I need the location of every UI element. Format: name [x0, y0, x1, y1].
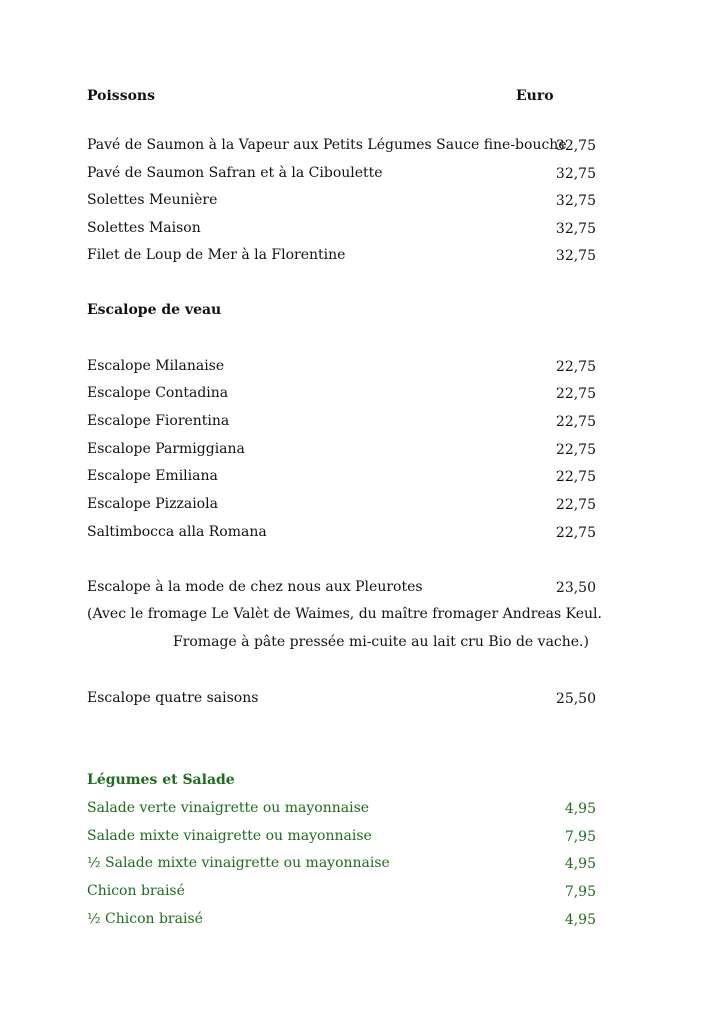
- menu-item-name: Escalope Parmiggiana: [87, 441, 245, 457]
- menu-item-price: 22,75: [555, 469, 596, 485]
- menu-item-name: Salade mixte vinaigrette ou mayonnaise: [87, 828, 372, 844]
- menu-item-price: 22,75: [555, 359, 596, 375]
- menu-item-price: 22,75: [555, 497, 596, 513]
- menu-item-price: 4,95: [564, 801, 596, 817]
- menu-item-price: 32,75: [555, 166, 596, 182]
- menu-item-price: 32,75: [555, 193, 596, 209]
- section-title-legumes: Légumes et Salade: [87, 772, 235, 788]
- menu-item-price: 32,75: [555, 248, 596, 264]
- currency-header: Euro: [516, 88, 554, 104]
- menu-item-name: Escalope à la mode de chez nous aux Pleurotes: [87, 579, 423, 595]
- menu-item-name: Escalope Contadina: [87, 385, 229, 401]
- menu-item-price: 25,50: [555, 691, 596, 707]
- menu-item-price: 23,50: [555, 580, 596, 596]
- menu-item-price: 22,75: [555, 442, 596, 458]
- menu-item-price: 22,75: [555, 386, 596, 402]
- menu-item-price: 4,95: [564, 856, 596, 872]
- menu-item-name: Solettes Meunière: [87, 192, 218, 208]
- menu-item-price: 4,95: [564, 912, 596, 928]
- menu-item-name: Escalope quatre saisons: [87, 690, 259, 706]
- menu-item-price: 7,95: [564, 884, 596, 900]
- menu-item-name: Pavé de Saumon à la Vapeur aux Petits Légumes Sauce fine-bouche: [87, 137, 567, 153]
- menu-item-name: Salade verte vinaigrette ou mayonnaise: [87, 800, 370, 816]
- menu-item-name: Solettes Maison: [87, 220, 201, 236]
- menu-item-price: 7,95: [564, 829, 596, 845]
- menu-item-name: Saltimbocca alla Romana: [87, 524, 267, 540]
- section-title-escalope: Escalope de veau: [87, 302, 222, 318]
- menu-item-name: ½ Chicon braisé: [87, 911, 203, 927]
- menu-item-price: 22,75: [555, 525, 596, 541]
- menu-item-price: 32,75: [555, 221, 596, 237]
- menu-item-name: Escalope Fiorentina: [87, 413, 230, 429]
- menu-item-name: ½ Salade mixte vinaigrette ou mayonnaise: [87, 855, 390, 871]
- menu-item-note: (Avec le fromage Le Valèt de Waimes, du maître fromager Andreas Keul.: [87, 606, 602, 622]
- menu-item-name: Escalope Pizzaiola: [87, 496, 218, 512]
- menu-item-note: Fromage à pâte pressée mi-cuite au lait cru Bio de vache.): [173, 634, 589, 650]
- menu-item-name: Chicon braisé: [87, 883, 185, 899]
- menu-item-price: 22,75: [555, 414, 596, 430]
- menu-item-name: Escalope Emiliana: [87, 468, 218, 484]
- menu-item-price: 32,75: [555, 138, 596, 154]
- menu-item-name: Pavé de Saumon Safran et à la Ciboulette: [87, 165, 383, 181]
- menu-item-name: Filet de Loup de Mer à la Florentine: [87, 247, 346, 263]
- menu-item-name: Escalope Milanaise: [87, 358, 225, 374]
- section-title-poissons: Poissons: [87, 88, 155, 104]
